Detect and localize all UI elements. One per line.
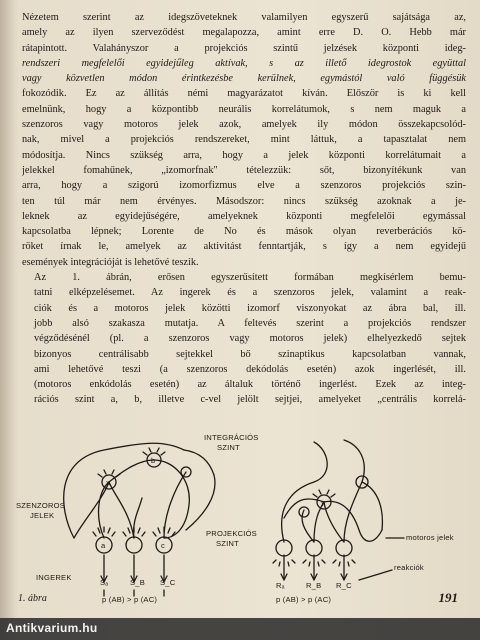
axon-path (324, 501, 382, 541)
text-line: Az 1. ábrán, erősen egyszerűsített formában megkísérlem bemu- (34, 272, 466, 284)
axon-path (109, 482, 134, 538)
page-number: 191 (438, 590, 458, 605)
text-line: arra, hogy a szigorú izomorfizmus elve a szenzoros projekciós szin- (22, 180, 466, 192)
synapse-marks (98, 470, 120, 477)
label-projekcios: PROJEKCIÓS (206, 529, 257, 538)
label-jelek: JELEK (30, 511, 55, 520)
watermark-text: Antikvarium.hu (6, 621, 98, 635)
text-line: ciók és a motoros jelek közötti izomorf viszonyokat az ábra bal, ill. (34, 302, 466, 314)
synapse-marks (93, 527, 115, 536)
cell-body (299, 507, 309, 517)
label-szint-bottom: SZINT (216, 539, 239, 548)
text-line: rendszeri megfelelői egyidejűleg aktívak, s az illető idegrostok együttal (22, 57, 466, 69)
text-line: kapcsolatba lépnek; Lorente de No és mások olyan reverberációs kö- (22, 226, 466, 238)
label-ingerek: INGEREK (36, 573, 72, 582)
label-szint-top: SZINT (217, 443, 240, 452)
label-integracios: INTEGRÁCIÓS (204, 433, 259, 442)
text-line: rációs szint a, b, illetve c-vel jelölt sejtjei, amelyeket „centrális korrelá- (34, 394, 466, 406)
label-motoros-jelek: motoros jelek (406, 533, 454, 542)
paragraph-1 (22, 10, 466, 270)
text-line: fokozódik. Ez az állítás némi magyarázatot kíván. Először is ki kell (22, 88, 466, 100)
cell-label-b: b (151, 456, 156, 465)
synapse-marks (143, 448, 165, 455)
label-rb: R_B (306, 581, 322, 590)
cell-label-y: y (321, 498, 325, 507)
text-line: amely az ilyen szerveződést megalapozza, amint erre D. O. Hebb már (22, 27, 466, 39)
diagram-svg (14, 420, 466, 610)
label-ra: Rₐ (276, 581, 285, 590)
label-sb: S_B (130, 578, 145, 587)
label-sa: Sₐ (100, 578, 109, 587)
axon-path (344, 482, 362, 542)
axon-path (186, 475, 215, 530)
axon-path (184, 450, 214, 475)
text-line: jelekkel fomahűnek, „izomorfnak" tételezzük: sőt, bizonyítékunk van (22, 164, 466, 176)
text-line: emelnünk, hogy a központibb neurális korrelátumok, s nem maguk a (22, 103, 466, 115)
axon-path (164, 472, 186, 538)
axon-path (314, 502, 324, 542)
cell-label-c: c (161, 541, 165, 550)
body-text (22, 10, 466, 408)
text-line: szenzoros vagy motoros jelek azok, amelyek ily módon összekapcsolód- (22, 119, 466, 131)
text-line: végződésénél (pl. a szenzoros vagy motoros jelek) elhelyezkedő sejtek (34, 333, 466, 345)
text-line: nak, mivel a projekciós rendszereket, mint láttuk, a tapasztalat nem (22, 134, 466, 146)
text-line: bizonyos centrálisabb sejtekkel bő szinaptikus kapcsolatban vannak, (34, 348, 466, 360)
text-line: jobb alsó szakasza mutatja. A feltevés szerint a projekciós rendszer (34, 317, 466, 329)
paragraph-2 (22, 270, 466, 408)
axon-path (64, 443, 184, 538)
label-rc: R_C (336, 581, 352, 590)
text-line: események integrációját is lehetővé teszik. (22, 256, 199, 268)
label-sc: S_C (160, 578, 176, 587)
label-reakciok: reakciók (394, 563, 424, 572)
text-line: röket írnak le, amelyek az aktivitást fenntartják, s így a nem egyidejű (22, 241, 466, 253)
cell-label-a: a (101, 541, 106, 550)
text-line: ten túl már nem érvényes. Másodszor: nincs szükség azoknak a je- (22, 195, 466, 207)
text-line: Nézetem szerint az idegszöveteknek valamilyen egyszerű sajátsága az, (22, 12, 466, 23)
text-line: módosítja. Nincs szükség arra, hogy a jelek központi korrelátumait a (22, 149, 466, 161)
figure-caption: 1. ábra (18, 593, 47, 604)
neural-diagram (14, 420, 466, 610)
text-line: vagy közvetlen módon érintkezésbe kerülnek, egymástól való függésük (22, 73, 466, 85)
cell-body (126, 537, 142, 553)
axon-path (362, 482, 382, 530)
formula-left: p (AB) > p (AC) (102, 595, 158, 604)
synapse-marks (313, 490, 335, 497)
text-line: (motoros enkódolás esetén) az általuk történő ingerlést. Ezek az integ- (34, 379, 466, 391)
text-line: rátapintott. Valahányszor a projekciós szintű jelzések központi ideg- (22, 42, 466, 54)
watermark-bar (0, 618, 480, 640)
label-szenzoros: SZENZOROS (16, 501, 66, 510)
axon-path (359, 570, 392, 580)
cell-label-x: x (106, 478, 110, 487)
text-line: leknek az egyidejűségére, amelyeknek központi megfelelői egymással (22, 210, 466, 222)
formula-right: p (AB) > p (AC) (276, 595, 332, 604)
text-line: ami lehetővé teszi (a szenzoros dekódolás esetén) azok ingerlését, ill. (34, 363, 466, 375)
text-line: tatni elképzelésemet. Az ingerek és a szenzoros jelek, valamint a reak- (34, 287, 466, 299)
